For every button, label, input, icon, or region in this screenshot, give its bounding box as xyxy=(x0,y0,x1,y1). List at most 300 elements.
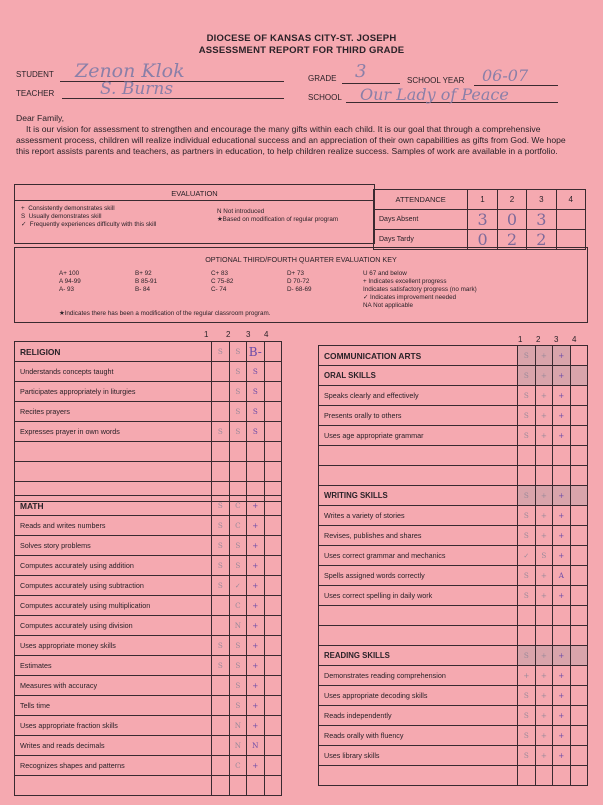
grade-cell: S xyxy=(212,636,229,656)
grade-cell xyxy=(570,486,587,506)
grade-cell xyxy=(535,466,552,486)
skill-label: Tells time xyxy=(15,696,212,716)
grade-cell: S xyxy=(229,636,246,656)
grade-line xyxy=(342,66,400,84)
grade-cell: S xyxy=(247,382,264,402)
grade-cell: + xyxy=(247,656,264,676)
skill-label: Spells assigned words correctly xyxy=(319,566,518,586)
grade-cell xyxy=(535,446,552,466)
grade-cell xyxy=(553,446,570,466)
skill-label: Writes a variety of stories xyxy=(319,506,518,526)
skill-label: Computes accurately using multiplication xyxy=(15,596,212,616)
grade-cell: + xyxy=(247,536,264,556)
grade-cell xyxy=(264,716,281,736)
blank-row xyxy=(15,442,212,462)
grade-cell: S xyxy=(212,342,229,362)
skill-label: Expresses prayer in own words xyxy=(15,422,212,442)
grade-cell xyxy=(570,706,587,726)
religion-table xyxy=(14,341,282,502)
grade-cell: + xyxy=(247,496,264,516)
grade-cell: S xyxy=(229,656,246,676)
grade-cell xyxy=(570,666,587,686)
grade-cell: S xyxy=(535,546,552,566)
grade-cell: + xyxy=(247,596,264,616)
grade-cell: + xyxy=(553,706,570,726)
grade-label: GRADE xyxy=(308,74,337,83)
evaluation-divider xyxy=(15,200,374,201)
grade-cell: B- xyxy=(247,342,264,362)
attendance-cell xyxy=(556,210,585,230)
grade-cell xyxy=(212,402,229,422)
grade-cell xyxy=(553,626,570,646)
key-col5 xyxy=(363,270,477,310)
grade-cell: + xyxy=(247,676,264,696)
blank-row xyxy=(319,766,518,786)
grade-cell xyxy=(229,462,246,482)
grade-cell: + xyxy=(247,756,264,776)
quarter-num: 1 xyxy=(518,335,523,344)
grade-cell: S xyxy=(518,726,535,746)
grade-cell xyxy=(570,746,587,766)
grade-cell: + xyxy=(535,706,552,726)
grade-cell: S xyxy=(229,342,246,362)
grade-cell: S xyxy=(518,346,535,366)
eval-s-row xyxy=(21,213,102,221)
attendance-cell: 2 xyxy=(527,230,556,250)
skill-label: Computes accurately using subtraction xyxy=(15,576,212,596)
skill-label: Uses correct grammar and mechanics xyxy=(319,546,518,566)
grade-cell xyxy=(247,776,264,796)
grade-cell: + xyxy=(535,726,552,746)
grade-cell xyxy=(570,386,587,406)
grade-cell xyxy=(570,586,587,606)
grade-cell xyxy=(264,516,281,536)
grade-cell xyxy=(247,442,264,462)
grade-cell xyxy=(518,626,535,646)
key-item: D 70-72 xyxy=(287,278,310,285)
grade-cell xyxy=(212,776,229,796)
grade-cell: + xyxy=(553,546,570,566)
grade-cell xyxy=(264,756,281,776)
grade-cell: N xyxy=(247,736,264,756)
eval-s-text: Usually demonstrates skill xyxy=(28,213,102,220)
student-value: Zenon Klok xyxy=(75,60,185,82)
school-value: Our Lady of Peace xyxy=(360,85,509,104)
grade-cell xyxy=(570,526,587,546)
grade-cell xyxy=(553,606,570,626)
grade-cell: S xyxy=(247,422,264,442)
skill-label: Uses appropriate decoding skills xyxy=(319,686,518,706)
grade-cell xyxy=(570,406,587,426)
grade-cell xyxy=(264,696,281,716)
grade-value: 3 xyxy=(355,61,367,82)
grade-cell: S xyxy=(212,556,229,576)
grade-cell: + xyxy=(535,426,552,446)
grade-cell: S xyxy=(247,362,264,382)
comm-arts-table xyxy=(318,345,588,786)
grade-cell xyxy=(247,462,264,482)
teacher-value: S. Burns xyxy=(100,79,174,99)
attendance-col: 4 xyxy=(556,190,585,210)
quarter-num: 4 xyxy=(264,330,269,339)
grade-cell: S xyxy=(518,686,535,706)
eval-n-text: N Not introduced xyxy=(217,208,265,215)
days-tardy-label: Days Tardy xyxy=(374,230,468,250)
grade-cell xyxy=(229,776,246,796)
blank-row xyxy=(319,466,518,486)
grade-cell: S xyxy=(229,402,246,422)
grade-cell: + xyxy=(553,406,570,426)
grade-cell: ✓ xyxy=(518,546,535,566)
grade-cell: + xyxy=(535,586,552,606)
grade-cell: C xyxy=(229,516,246,536)
skill-label: Computes accurately using division xyxy=(15,616,212,636)
key-item: Indicates satisfactory progress (no mark) xyxy=(363,286,477,293)
grade-cell: + xyxy=(535,686,552,706)
grade-cell: S xyxy=(229,382,246,402)
grade-cell: N xyxy=(229,616,246,636)
grade-cell: N xyxy=(229,736,246,756)
quarter-num: 2 xyxy=(226,330,231,339)
key-note: ★Indicates there has been a modification of the regular classroom program. xyxy=(59,310,271,317)
eval-s-symbol: S xyxy=(21,213,26,220)
teacher-label: TEACHER xyxy=(16,89,55,98)
grade-cell xyxy=(264,596,281,616)
attendance-col: 2 xyxy=(497,190,526,210)
eval-plus-text: Consistently demonstrates skill xyxy=(28,205,115,212)
key-item: B 85-91 xyxy=(135,278,158,285)
grade-cell: + xyxy=(247,556,264,576)
grade-cell xyxy=(264,422,281,442)
grade-cell: S xyxy=(229,696,246,716)
attendance-cell: 2 xyxy=(497,230,526,250)
grade-cell: S xyxy=(212,516,229,536)
year-value: 06-07 xyxy=(482,66,529,85)
grade-cell: + xyxy=(553,366,570,386)
grade-cell: S xyxy=(518,566,535,586)
grade-cell: S xyxy=(518,586,535,606)
grade-cell xyxy=(264,616,281,636)
key-item: ✓ Indicates improvement needed xyxy=(363,294,457,301)
skill-label: Reads and writes numbers xyxy=(15,516,212,536)
blank-row xyxy=(319,446,518,466)
grade-cell: + xyxy=(553,486,570,506)
key-col2 xyxy=(135,270,157,294)
grade-cell: S xyxy=(229,536,246,556)
writing-title: WRITING SKILLS xyxy=(319,486,518,506)
grade-cell: + xyxy=(535,746,552,766)
attendance-table xyxy=(373,189,586,250)
key-item: C+ 83 xyxy=(211,270,228,277)
quarter-num: 4 xyxy=(572,335,577,344)
grade-cell xyxy=(264,636,281,656)
blank-row xyxy=(15,462,212,482)
skill-label: Uses age appropriate grammar xyxy=(319,426,518,446)
quarter-num: 3 xyxy=(246,330,251,339)
grade-cell xyxy=(570,426,587,446)
attendance-col: 1 xyxy=(468,190,497,210)
attendance-title: ATTENDANCE xyxy=(374,190,468,210)
grade-cell xyxy=(264,496,281,516)
eval-star-text: ★Based on modification of regular program xyxy=(217,216,339,223)
grade-cell xyxy=(264,362,281,382)
evaluation-key-box xyxy=(14,247,588,323)
grade-cell: + xyxy=(535,346,552,366)
grade-cell xyxy=(212,676,229,696)
skill-label: Recites prayers xyxy=(15,402,212,422)
grade-cell xyxy=(553,466,570,486)
grade-cell: + xyxy=(247,696,264,716)
eval-plus-symbol: + xyxy=(21,205,25,212)
grade-cell: S xyxy=(518,646,535,666)
grade-cell: A xyxy=(553,566,570,586)
key-item: U 67 and below xyxy=(363,270,407,277)
skill-label: Computes accurately using addition xyxy=(15,556,212,576)
grade-cell: + xyxy=(518,666,535,686)
skill-label: Demonstrates reading comprehension xyxy=(319,666,518,686)
skill-label: Estimates xyxy=(15,656,212,676)
grade-cell xyxy=(570,366,587,386)
grade-cell: + xyxy=(535,646,552,666)
key-col4 xyxy=(287,270,312,294)
grade-cell: S xyxy=(247,402,264,422)
student-label: STUDENT xyxy=(16,70,54,79)
grade-cell: S xyxy=(518,366,535,386)
skill-label: Reads orally with fluency xyxy=(319,726,518,746)
attendance-cell: 0 xyxy=(497,210,526,230)
skill-label: Uses appropriate money skills xyxy=(15,636,212,656)
grade-cell: + xyxy=(535,406,552,426)
skill-label: Speaks clearly and effectively xyxy=(319,386,518,406)
grade-cell: C xyxy=(229,596,246,616)
grade-cell xyxy=(570,606,587,626)
key-item: B+ 92 xyxy=(135,270,152,277)
grade-cell: + xyxy=(535,366,552,386)
evaluation-title: EVALUATION xyxy=(171,189,218,198)
grade-cell xyxy=(212,756,229,776)
grade-cell xyxy=(264,382,281,402)
comm-title: COMMUNICATION ARTS xyxy=(319,346,518,366)
school-label: SCHOOL xyxy=(308,93,342,102)
grade-cell: + xyxy=(535,486,552,506)
grade-cell: + xyxy=(247,576,264,596)
grade-cell xyxy=(212,616,229,636)
grade-cell: S xyxy=(518,486,535,506)
grade-cell: S xyxy=(518,526,535,546)
key-title: OPTIONAL THIRD/FOURTH QUARTER EVALUATION KEY xyxy=(205,255,397,264)
grade-cell xyxy=(535,626,552,646)
grade-cell xyxy=(518,766,535,786)
skill-label: Reads independently xyxy=(319,706,518,726)
grade-cell xyxy=(212,696,229,716)
grade-cell xyxy=(212,736,229,756)
grade-cell: S xyxy=(229,556,246,576)
grade-cell xyxy=(570,686,587,706)
grade-cell xyxy=(264,776,281,796)
grade-cell: S xyxy=(518,746,535,766)
grade-cell xyxy=(570,546,587,566)
grade-cell: S xyxy=(212,656,229,676)
reading-title: READING SKILLS xyxy=(319,646,518,666)
grade-cell: + xyxy=(535,566,552,586)
grade-cell xyxy=(570,626,587,646)
grade-cell: + xyxy=(553,746,570,766)
grade-cell xyxy=(212,716,229,736)
grade-cell: + xyxy=(553,426,570,446)
key-item: C- 74 xyxy=(211,286,227,293)
grade-cell: + xyxy=(535,666,552,686)
grade-cell xyxy=(264,656,281,676)
grade-cell: + xyxy=(553,686,570,706)
grade-cell xyxy=(518,446,535,466)
attendance-cell: 3 xyxy=(468,210,497,230)
grade-cell: + xyxy=(553,666,570,686)
key-item: D+ 73 xyxy=(287,270,304,277)
grade-cell xyxy=(264,462,281,482)
skill-label: Solves story problems xyxy=(15,536,212,556)
key-item: A+ 100 xyxy=(59,270,80,277)
key-item: A 94-99 xyxy=(59,278,81,285)
days-absent-label: Days Absent xyxy=(374,210,468,230)
grade-cell xyxy=(535,606,552,626)
grade-cell: S xyxy=(518,506,535,526)
grade-cell: + xyxy=(553,506,570,526)
grade-cell xyxy=(264,342,281,362)
grade-cell xyxy=(264,676,281,696)
grade-cell xyxy=(264,556,281,576)
grade-cell xyxy=(570,766,587,786)
grade-cell: S xyxy=(518,406,535,426)
math-title: MATH xyxy=(15,496,212,516)
grade-cell xyxy=(264,576,281,596)
grade-cell xyxy=(264,442,281,462)
grade-cell xyxy=(570,446,587,466)
grade-cell: S xyxy=(229,362,246,382)
eval-plus-row xyxy=(21,205,115,213)
key-item: NA Not applicable xyxy=(363,302,414,309)
blank-row xyxy=(319,606,518,626)
grade-cell: S xyxy=(212,496,229,516)
quarter-num: 2 xyxy=(536,335,541,344)
key-col1 xyxy=(59,270,81,294)
key-item: B- 84 xyxy=(135,286,151,293)
eval-check-symbol: ✓ xyxy=(21,221,27,228)
grade-cell xyxy=(553,766,570,786)
grade-cell: S xyxy=(212,536,229,556)
skill-label: Participates appropriately in liturgies xyxy=(15,382,212,402)
grade-cell xyxy=(570,466,587,486)
grade-cell: + xyxy=(553,526,570,546)
grade-cell: + xyxy=(535,506,552,526)
grade-cell: S xyxy=(229,676,246,696)
oral-title: ORAL SKILLS xyxy=(319,366,518,386)
skill-label: Writes and reads decimals xyxy=(15,736,212,756)
skill-label: Measures with accuracy xyxy=(15,676,212,696)
grade-cell xyxy=(212,362,229,382)
grade-cell xyxy=(264,736,281,756)
key-col3 xyxy=(211,270,233,294)
letter-body: It is our vision for assessment to strengthen and encourage the many gifts within each child. It is our goal that through a comprehensive assessment process, children will realize individual educational success and an appreciation of their own capabilities as gifts from God. We hope this report assists parents and teachers, as partners in education, to help children realize success. Samples of work are available in a portfolio. xyxy=(16,124,566,156)
math-table xyxy=(14,495,282,796)
grade-cell: + xyxy=(247,636,264,656)
grade-cell: + xyxy=(553,646,570,666)
attendance-cell: 0 xyxy=(468,230,497,250)
attendance-cell: 3 xyxy=(527,210,556,230)
grade-cell: S xyxy=(518,706,535,726)
grade-cell xyxy=(570,346,587,366)
blank-row xyxy=(15,776,212,796)
quarter-num: 1 xyxy=(204,330,209,339)
grade-cell xyxy=(212,442,229,462)
grade-cell xyxy=(570,566,587,586)
year-label: SCHOOL YEAR xyxy=(407,76,465,85)
religion-title: RELIGION xyxy=(15,342,212,362)
key-item: C 75-82 xyxy=(211,278,234,285)
header-line2: ASSESSMENT REPORT FOR THIRD GRADE xyxy=(198,45,405,56)
grade-cell: C xyxy=(229,756,246,776)
grade-cell xyxy=(212,462,229,482)
attendance-col: 3 xyxy=(527,190,556,210)
skill-label: Recognizes shapes and patterns xyxy=(15,756,212,776)
grade-cell: S xyxy=(518,386,535,406)
quarter-num: 3 xyxy=(554,335,559,344)
skill-label: Uses library skills xyxy=(319,746,518,766)
evaluation-box xyxy=(14,184,375,244)
grade-cell: + xyxy=(553,346,570,366)
skill-label: Understands concepts taught xyxy=(15,362,212,382)
grade-cell: S xyxy=(229,422,246,442)
grade-cell xyxy=(229,442,246,462)
grade-cell xyxy=(264,402,281,422)
grade-cell: S xyxy=(212,576,229,596)
grade-cell: + xyxy=(535,386,552,406)
grade-cell xyxy=(518,466,535,486)
grade-cell xyxy=(570,646,587,666)
skill-label: Revises, publishes and shares xyxy=(319,526,518,546)
skill-label: Uses appropriate fraction skills xyxy=(15,716,212,736)
eval-check-text: Frequently experiences difficulty with this skill xyxy=(29,221,157,228)
grade-cell: + xyxy=(247,516,264,536)
grade-cell: C xyxy=(229,496,246,516)
key-item: D- 68-69 xyxy=(287,286,312,293)
key-item: A- 93 xyxy=(59,286,75,293)
grade-cell: + xyxy=(247,616,264,636)
grade-cell: S xyxy=(212,422,229,442)
header-line1: DIOCESE OF KANSAS CITY-ST. JOSEPH xyxy=(206,33,397,44)
grade-cell xyxy=(264,536,281,556)
grade-cell: + xyxy=(553,586,570,606)
eval-check-row xyxy=(21,221,156,229)
grade-cell xyxy=(212,596,229,616)
grade-cell: N xyxy=(229,716,246,736)
skill-label: Presents orally to others xyxy=(319,406,518,426)
grade-cell: + xyxy=(247,716,264,736)
grade-cell: + xyxy=(553,726,570,746)
blank-row xyxy=(319,626,518,646)
grade-cell xyxy=(212,382,229,402)
grade-cell xyxy=(570,506,587,526)
grade-cell xyxy=(570,726,587,746)
grade-cell: ✓ xyxy=(229,576,246,596)
grade-cell: + xyxy=(553,386,570,406)
key-item: + Indicates excellent progress xyxy=(363,278,447,285)
skill-label: Uses correct spelling in daily work xyxy=(319,586,518,606)
grade-cell: + xyxy=(535,526,552,546)
grade-cell: S xyxy=(518,426,535,446)
grade-cell xyxy=(518,606,535,626)
letter-greeting: Dear Family, xyxy=(16,113,65,123)
grade-cell xyxy=(535,766,552,786)
